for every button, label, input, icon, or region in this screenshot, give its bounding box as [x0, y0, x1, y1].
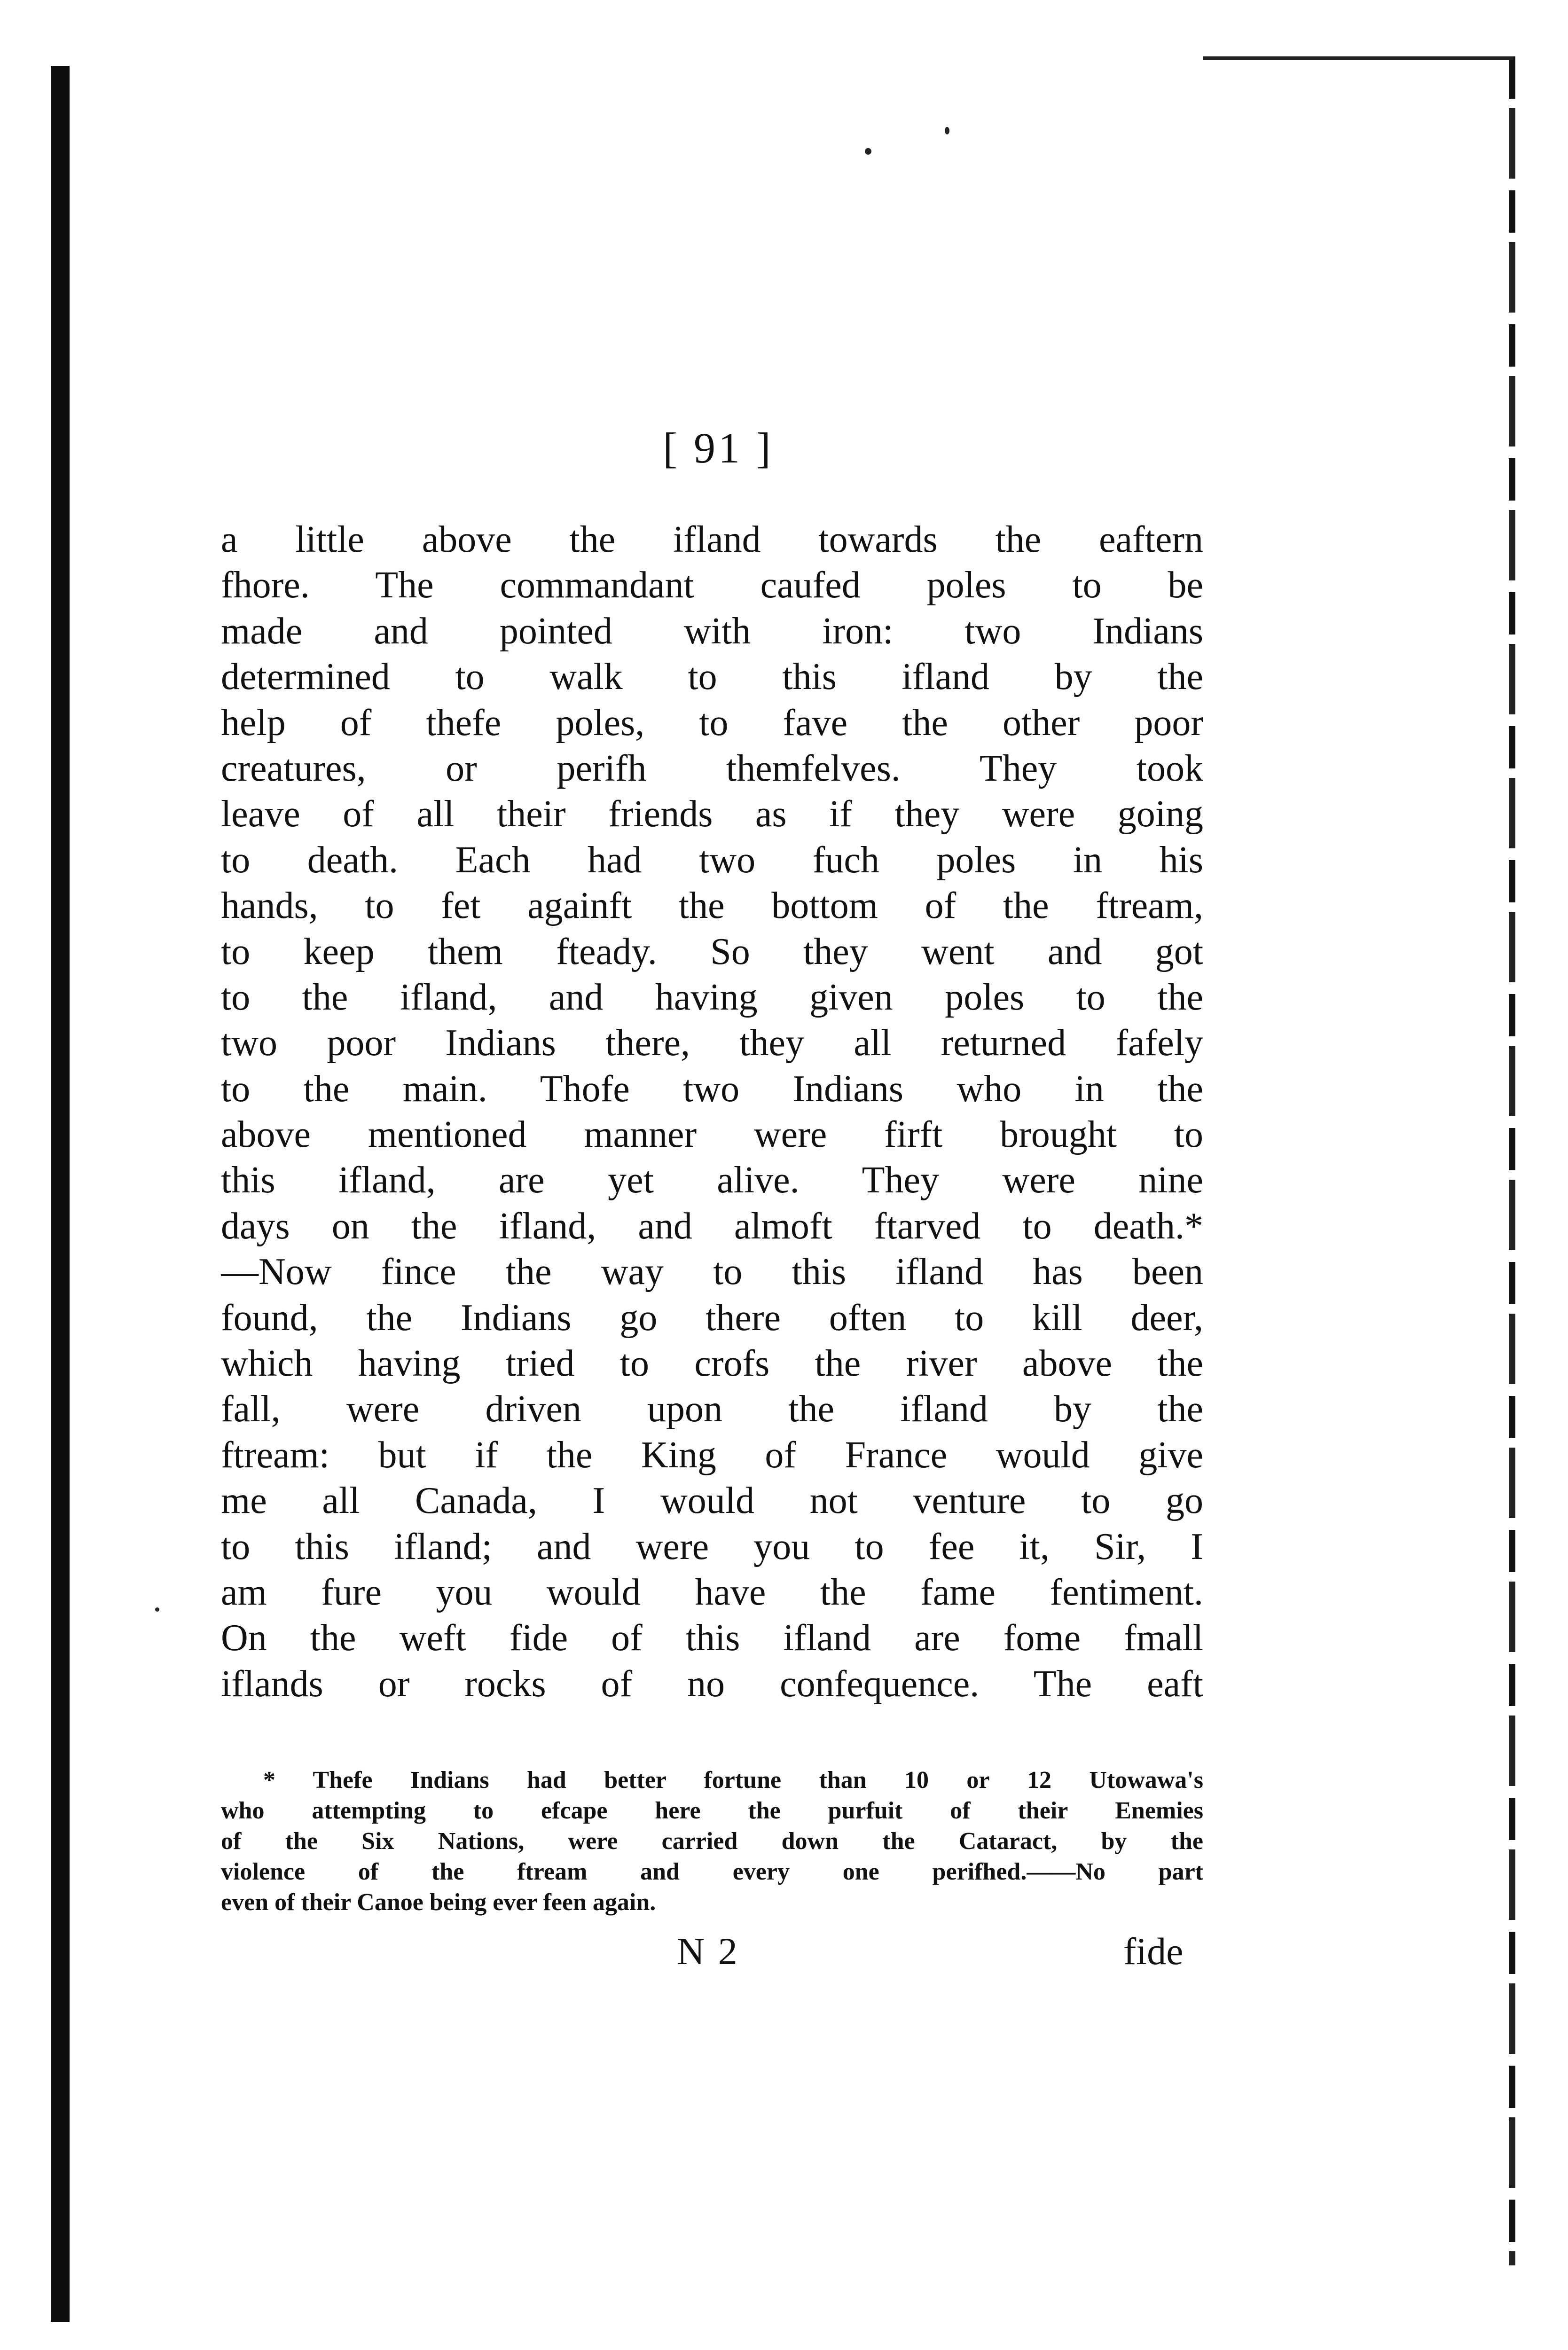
body-text — [221, 517, 1203, 1707]
text-line: hands, to fet againft the bottom of the ftream, — [221, 885, 1203, 927]
signature-mark: N 2 — [677, 1930, 739, 1973]
footnote-line: * Thefe Indians had better fortune than 10 or 12 Utowawa's — [263, 1767, 1203, 1794]
page-number: [ 91 ] — [663, 424, 774, 472]
page-edge-right-shadow — [1509, 56, 1515, 2265]
text-line: to this ifland; and were you to fee it, Sir, I — [221, 1526, 1203, 1567]
top-edge-mark — [1203, 56, 1513, 60]
text-line: On the weft fide of this ifland are fome fmall — [221, 1617, 1203, 1659]
ink-speck — [865, 148, 871, 155]
text-line: made and pointed with iron: two Indians — [221, 610, 1203, 652]
ink-speck — [945, 127, 949, 134]
text-line: creatures, or perifh themfelves. They took — [221, 747, 1203, 789]
page-edge-shadow — [51, 66, 70, 2322]
text-line: am fure you would have the fame fentiment. — [221, 1571, 1203, 1613]
text-line: a little above the ifland towards the eaftern — [221, 519, 1203, 560]
text-line: to the main. Thofe two Indians who in the — [221, 1068, 1203, 1110]
ink-speck — [155, 1607, 159, 1612]
text-line: days on the ifland, and almoft ftarved to death.* — [221, 1205, 1203, 1247]
text-line: fall, were driven upon the ifland by the — [221, 1388, 1203, 1430]
footnote-line: of the Six Nations, were carried down the Cataract, by the — [221, 1828, 1203, 1855]
footnote-line: even of their Canoe being ever feen again. — [221, 1889, 656, 1916]
text-line: two poor Indians there, they all returned fafely — [221, 1022, 1203, 1064]
text-line: leave of all their friends as if they were going — [221, 793, 1203, 835]
text-line: found, the Indians go there often to kill deer, — [221, 1297, 1203, 1339]
text-line: to keep them fteady. So they went and got — [221, 931, 1203, 972]
text-line: to death. Each had two fuch poles in his — [221, 839, 1203, 881]
footnote-line: who attempting to efcape here the purfuit of their Enemies — [221, 1797, 1203, 1824]
text-line: iflands or rocks of no confequence. The eaft — [221, 1663, 1203, 1705]
text-line: above mentioned manner were firft brought to — [221, 1114, 1203, 1156]
footnote — [221, 1765, 1203, 1918]
text-line: determined to walk to this ifland by the — [221, 656, 1203, 698]
text-line: this ifland, are yet alive. They were nine — [221, 1159, 1203, 1201]
text-line: help of thefe poles, to fave the other poor — [221, 702, 1203, 744]
footnote-line: violence of the ftream and every one perifhed.——No part — [221, 1858, 1203, 1885]
text-line: which having tried to crofs the river above the — [221, 1343, 1203, 1385]
text-line: me all Canada, I would not venture to go — [221, 1480, 1203, 1522]
text-line: fhore. The commandant caufed poles to be — [221, 564, 1203, 606]
text-line: —Now fince the way to this ifland has been — [221, 1251, 1203, 1293]
catchword: fide — [1123, 1930, 1184, 1973]
text-line: to the ifland, and having given poles to the — [221, 976, 1203, 1018]
text-line: ftream: but if the King of France would give — [221, 1434, 1203, 1476]
